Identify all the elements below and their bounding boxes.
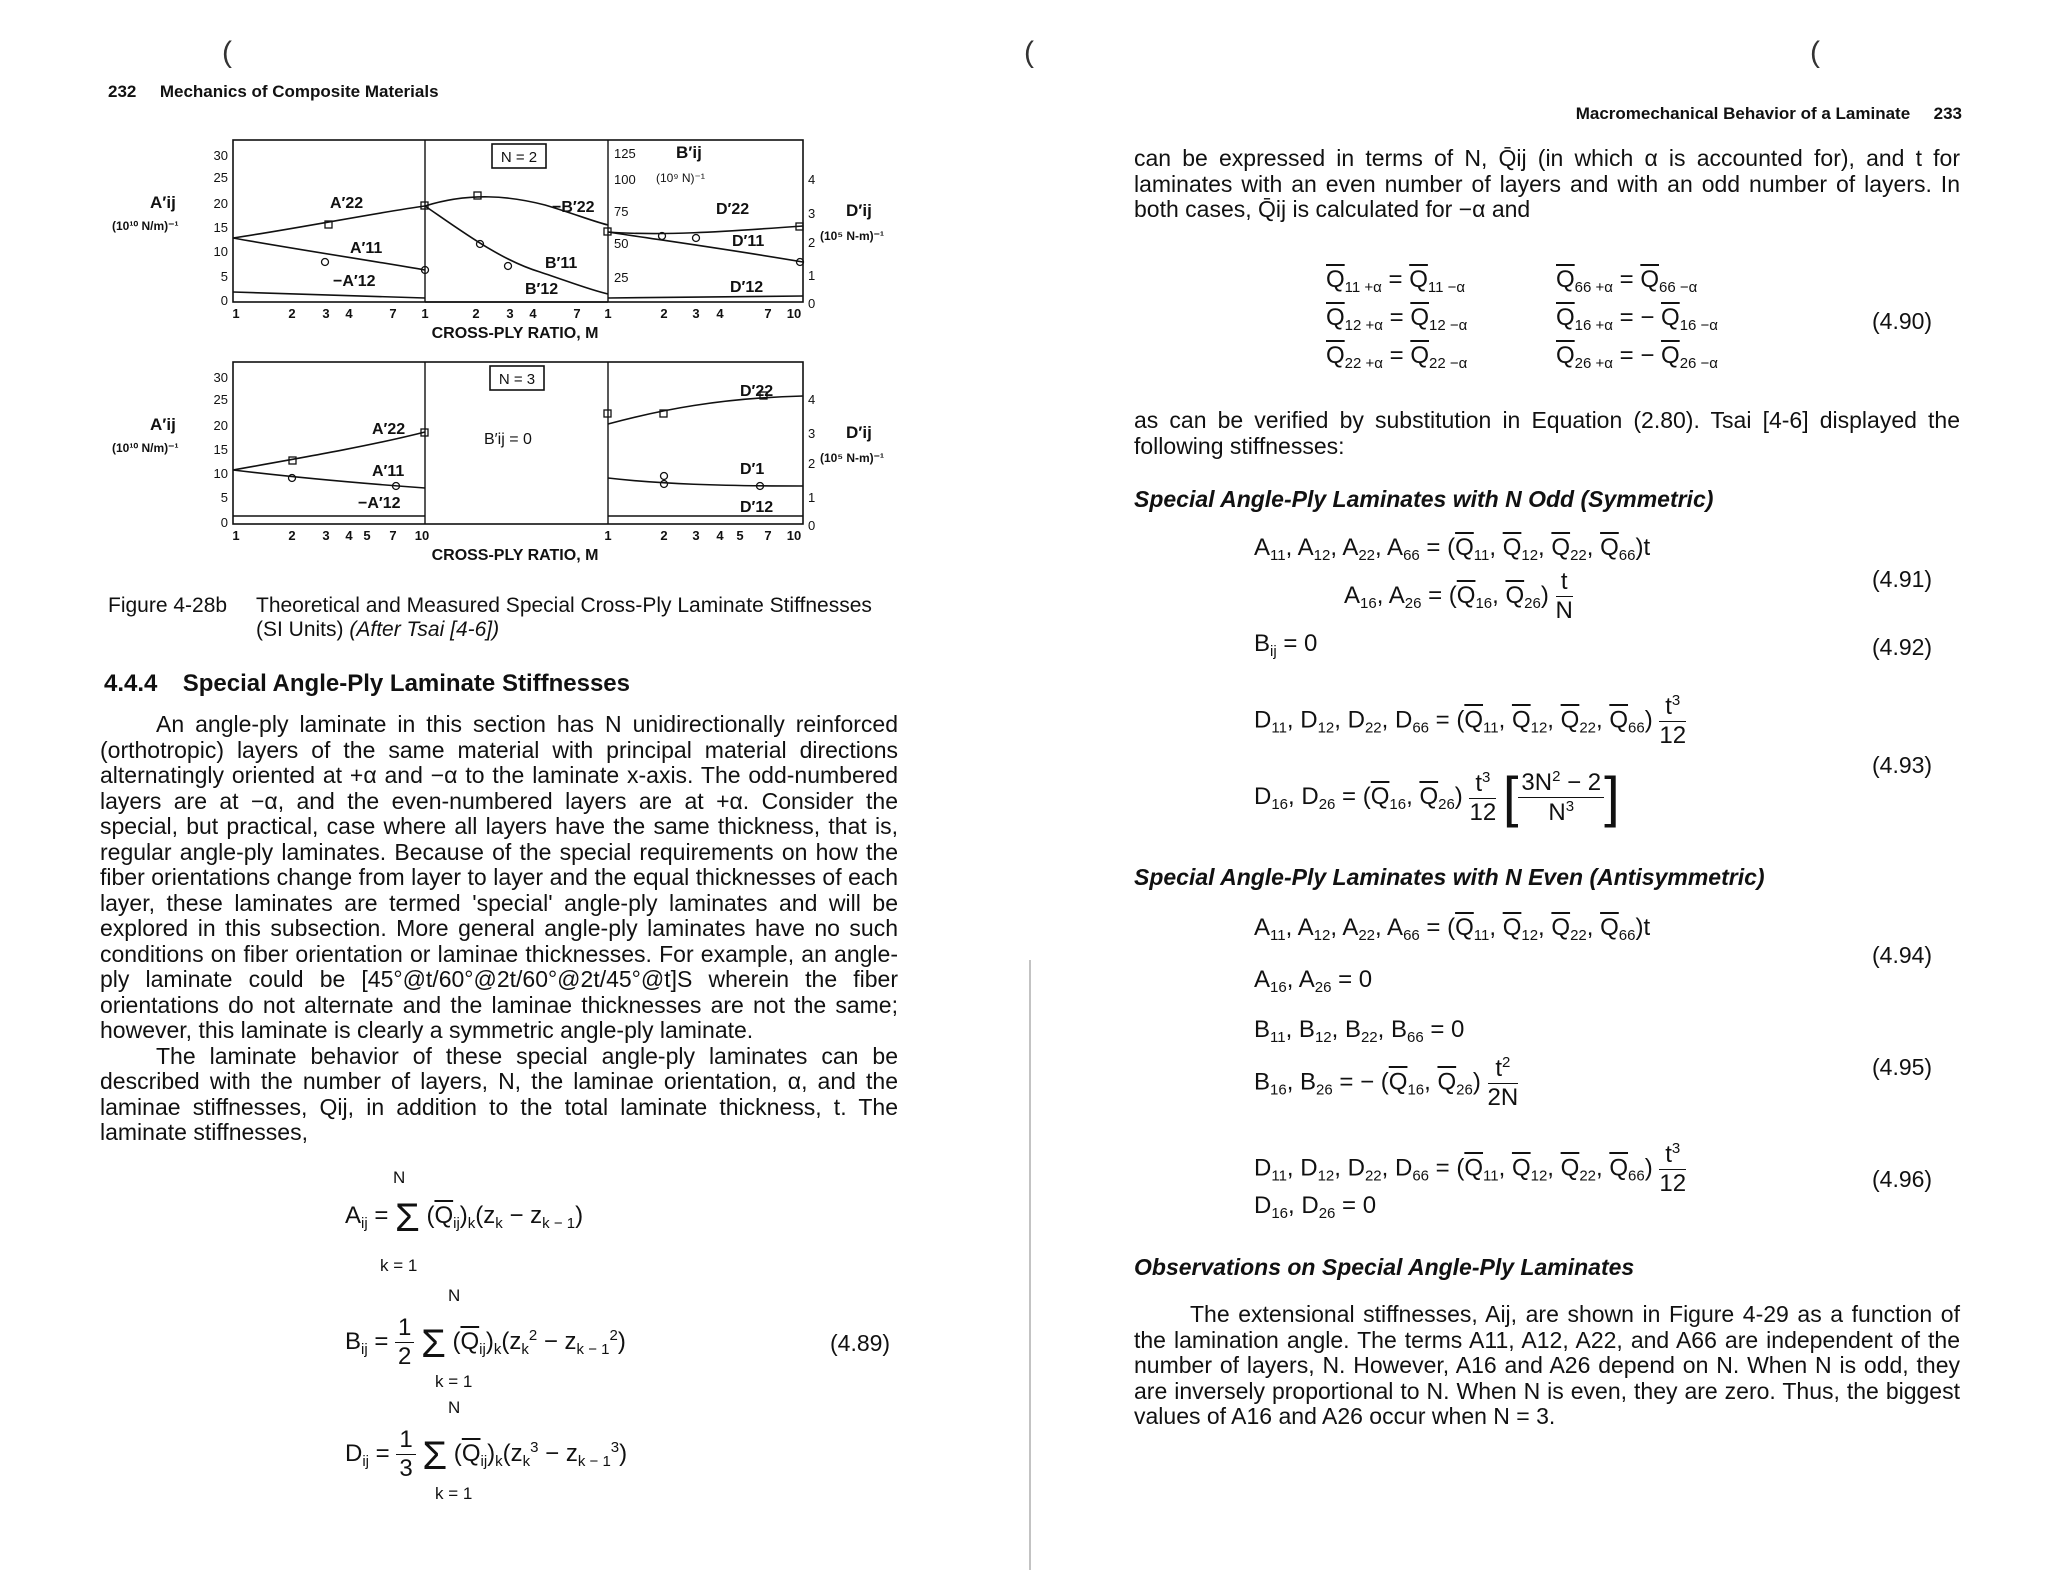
tick: 7 bbox=[389, 528, 397, 543]
label-d11: D′1 bbox=[740, 461, 765, 478]
tick: 1 bbox=[808, 490, 816, 505]
tick: 4 bbox=[808, 392, 816, 407]
tick: 1 bbox=[604, 306, 612, 321]
eq-a-odd: $A_{11}$, $A_{12}$, $A_{22}$, $A_{66} = (\overline{Q}_{11}$, $\overline{Q}_{12}$, $\overline{Q}_{22}$, $\overline{Q}_{66})t$ bbox=[1254, 534, 1651, 564]
curve-d22 bbox=[608, 396, 803, 424]
tick: 25 bbox=[614, 270, 629, 285]
tick: 2 bbox=[288, 306, 296, 321]
tick: 3 bbox=[322, 528, 330, 543]
tick: 4 bbox=[808, 172, 816, 187]
tick: 1 bbox=[232, 528, 240, 543]
sum-lower: k = 1 bbox=[380, 1256, 418, 1275]
section-title: Special Angle-Ply Laminate Stiffnesses bbox=[182, 670, 630, 697]
tick: 10 bbox=[786, 528, 802, 543]
paragraph-1: can be expressed in terms of N, Q̄ij (in which α is accounted for), and t for laminates with an even number of layers and with an odd number of layers. In both cases, Q̄ij is calculated for −α and bbox=[1134, 145, 1960, 222]
tick: 5 bbox=[220, 490, 228, 505]
subheading-observations: Observations on Special Angle-Ply Laminates bbox=[1134, 1254, 1635, 1280]
caption-label: Figure 4-28b bbox=[108, 594, 228, 617]
curve-d22 bbox=[608, 226, 803, 234]
tick: 25 bbox=[213, 170, 228, 185]
n3-label: N = 3 bbox=[498, 371, 536, 388]
tick: 125 bbox=[614, 146, 636, 161]
caption-source: (After Tsai [4-6]) bbox=[349, 618, 500, 641]
tick: 7 bbox=[764, 306, 772, 321]
eq-q66: $\overline{Q}_{66 +\alpha} = \overline{Q}_{66 -\alpha}$ bbox=[1556, 266, 1698, 296]
tick: 4 bbox=[529, 306, 537, 321]
tick: 0 bbox=[220, 515, 228, 530]
tick: 1 bbox=[421, 306, 429, 321]
label-d11: D′11 bbox=[732, 233, 765, 250]
label-a11: A′11 bbox=[350, 240, 383, 257]
eq-bij-zero: $B_{ij} = 0$ bbox=[1254, 630, 1318, 660]
tick: 1 bbox=[808, 268, 816, 283]
tick: 2 bbox=[808, 235, 816, 250]
eq-a-even: $A_{11}$, $A_{12}$, $A_{22}$, $A_{66} = (\overline{Q}_{11}$, $\overline{Q}_{12}$, $\overline{Q}_{22}$, $\overline{Q}_{66})t$ bbox=[1254, 914, 1651, 944]
section-heading bbox=[104, 670, 630, 698]
tick: 4 bbox=[345, 306, 353, 321]
tick: 1 bbox=[604, 528, 612, 543]
paragraph-3 bbox=[1134, 1302, 1960, 1430]
gutter-shadow bbox=[1029, 960, 1031, 1570]
equation-number: (4.89) bbox=[830, 1330, 891, 1356]
eq-q12: $\overline{Q}_{12 +\alpha} = \overline{Q}_{12 -\alpha}$ bbox=[1326, 304, 1468, 334]
tick: 2 bbox=[472, 306, 480, 321]
equation-number: (4.90) bbox=[1872, 308, 1933, 334]
tick: 7 bbox=[573, 306, 581, 321]
subheading-odd: Special Angle-Ply Laminates with N Odd (Symmetric) bbox=[1134, 486, 1714, 512]
curve-a12 bbox=[233, 292, 425, 298]
tick: 10 bbox=[213, 244, 228, 259]
tick: 10 bbox=[414, 528, 430, 543]
running-head: Macromechanical Behavior of a Laminate bbox=[1575, 104, 1911, 123]
scan-mark: ( bbox=[1810, 36, 1820, 69]
curve-a11 bbox=[233, 238, 425, 270]
tick: 50 bbox=[614, 236, 629, 251]
tick: 2 bbox=[288, 528, 296, 543]
eq-a16-odd: $A_{16}$, $A_{26} = (\overline{Q}_{16}$, $\overline{Q}_{26}$) $\frac{t}{N}$ bbox=[1344, 568, 1573, 624]
running-head: Mechanics of Composite Materials bbox=[159, 82, 439, 101]
caption-units: (SI Units) bbox=[256, 618, 344, 641]
tick: 3 bbox=[692, 306, 700, 321]
scan-mark: ( bbox=[222, 36, 232, 69]
y-right-unit: (10⁵ N-m)⁻¹ bbox=[820, 229, 884, 243]
tick: 0 bbox=[808, 296, 816, 311]
tick: 75 bbox=[614, 204, 629, 219]
tick: 10 bbox=[786, 306, 802, 321]
y-left-label: A′ij bbox=[150, 193, 176, 212]
curve-d11 bbox=[608, 232, 803, 262]
tick: 30 bbox=[213, 148, 228, 163]
tick: 2 bbox=[808, 456, 816, 471]
curve-d12 bbox=[608, 296, 803, 298]
n2-label: N = 2 bbox=[500, 149, 538, 166]
eq-q26: $\overline{Q}_{26 +\alpha}$ = − $\overline{Q}_{26 -\alpha}$ bbox=[1556, 342, 1718, 372]
label-a12: −A′12 bbox=[333, 273, 376, 290]
paragraph-1: An angle-ply laminate in this section has N unidirectionally reinforced (orthotropic) layers of the same material with principal material directions alternatingly oriented at +α and −α to the laminate x-axis. The odd-numbered layers are at −α, and the even-numbered layers are at +α. Consider the special, but practical, case where all layers have the same thickness, that is, regular angle-ply laminates. Because of the special requirements on how the fiber orientations change from layer to layer and the equal thicknesses of each layer, these laminates are termed 'special' angle-ply laminates and will be explored in this subsection. More general angle-ply laminates have no such conditions on fiber orientation or laminae thicknesses. For example, an angle-ply laminate could be [45°@t/60°@2t/60°@2t/45°@t]S wherein the fiber orientations do not alternate and the laminae thicknesses are not the same; however, this laminate is clearly a symmetric angle-ply laminate. bbox=[100, 711, 898, 1043]
label-d22: D′22 bbox=[716, 201, 750, 218]
y-left-label: A′ij bbox=[150, 415, 176, 434]
eq-dij: $D_{ij}$ = $\frac{1}{3}$ Σ $(\overline{Q}_{ij})_k(z_k^3 - z_{k - 1}^3)$ bbox=[345, 1426, 628, 1482]
tick: 4 bbox=[345, 528, 353, 543]
tick: 5 bbox=[220, 269, 228, 284]
tick: 3 bbox=[322, 306, 330, 321]
y-right-label: D′ij bbox=[846, 423, 872, 442]
equation-number: (4.92) bbox=[1872, 634, 1933, 660]
curve-d11 bbox=[608, 478, 803, 486]
eq-q16: $\overline{Q}_{16 +\alpha}$ = − $\overline{Q}_{16 -\alpha}$ bbox=[1556, 304, 1718, 334]
tick: 3 bbox=[808, 206, 816, 221]
page-header-right bbox=[1576, 104, 1962, 124]
eq-aij: $A_{ij} = \Sigma$ $(\overline{Q}_{ij})_k(z_k - z_{k - 1})$ bbox=[345, 1196, 584, 1240]
tick: 1 bbox=[232, 306, 240, 321]
sum-lower: k = 1 bbox=[435, 1484, 473, 1503]
eq-q11: $\overline{Q}_{11 +\alpha} = \overline{Q}_{11 -\alpha}$ bbox=[1326, 266, 1466, 296]
tick: 10 bbox=[213, 466, 228, 481]
tick: 7 bbox=[764, 528, 772, 543]
y-right-label: D′ij bbox=[846, 201, 872, 220]
page-number: 232 bbox=[108, 82, 137, 101]
label-d22: D′22 bbox=[740, 383, 774, 400]
label-a22: A′22 bbox=[330, 195, 364, 212]
tick: 20 bbox=[213, 196, 228, 211]
eq-b-even: $B_{11}$, $B_{12}$, $B_{22}$, $B_{66} = 0$ bbox=[1254, 1016, 1465, 1046]
y-mid-label: B′ij bbox=[676, 143, 702, 162]
top-panel bbox=[112, 140, 884, 342]
eq-bij: $B_{ij}$ = $\frac{1}{2}$ Σ $(\overline{Q}_{ij})_k(z_k^2 - z_{k - 1}^2)$ bbox=[345, 1314, 626, 1370]
sum-upper: N bbox=[448, 1286, 461, 1305]
curve-b11 bbox=[425, 206, 608, 294]
tick: 15 bbox=[213, 220, 228, 235]
label-b12: B′12 bbox=[525, 281, 559, 298]
tick: 3 bbox=[808, 426, 816, 441]
tick: 5 bbox=[363, 528, 371, 543]
subheading-even: Special Angle-Ply Laminates with N Even (Antisymmetric) bbox=[1134, 864, 1765, 890]
eq-d16-odd: $D_{16}$, $D_{26} = (\overline{Q}_{16}$, $\overline{Q}_{26}$) $\frac{t^3}{12}$ [ $\frac{3N^2 - 2}{N^3}$ ] bbox=[1254, 765, 1620, 828]
tick: 30 bbox=[213, 370, 228, 385]
eq-d-even: $D_{11}$, $D_{12}$, $D_{22}$, $D_{66} = (\overline{Q}_{11}$, $\overline{Q}_{12}$, $\overline{Q}_{22}$, $\overline{Q}_{66}$) $\frac{t^3}{12}$ bbox=[1254, 1140, 1687, 1197]
y-mid-unit: (10⁹ N)⁻¹ bbox=[656, 171, 705, 185]
tick: 3 bbox=[692, 528, 700, 543]
tick: 20 bbox=[213, 418, 228, 433]
figure-4-28b bbox=[0, 0, 1024, 600]
tick: 0 bbox=[808, 518, 816, 533]
tick: 2 bbox=[660, 528, 668, 543]
label-a12: −A′12 bbox=[358, 495, 401, 512]
tick: 7 bbox=[389, 306, 397, 321]
label-d12: D′12 bbox=[730, 279, 764, 296]
tick: 0 bbox=[220, 293, 228, 308]
bottom-panel bbox=[112, 362, 884, 564]
y-right-unit: (10⁵ N-m)⁻¹ bbox=[820, 451, 884, 465]
equation-number: (4.93) bbox=[1872, 752, 1933, 778]
tick: 15 bbox=[213, 442, 228, 457]
eq-d-odd: $D_{11}$, $D_{12}$, $D_{22}$, $D_{66} = (\overline{Q}_{11}$, $\overline{Q}_{12}$, $\overline{Q}_{22}$, $\overline{Q}_{66}$) $\frac{t^3}{12}$ bbox=[1254, 692, 1687, 749]
eq-a16-even: $A_{16}$, $A_{26} = 0$ bbox=[1254, 966, 1373, 996]
tick: 4 bbox=[716, 528, 724, 543]
scan-mark: ( bbox=[1024, 36, 1034, 69]
label-b22: −B′22 bbox=[552, 199, 595, 216]
y-left-unit: (10¹⁰ N/m)⁻¹ bbox=[112, 441, 179, 455]
caption-text: Theoretical and Measured Special Cross-Ply Laminate Stiffnesses bbox=[256, 594, 872, 617]
tick: 25 bbox=[213, 392, 228, 407]
y-left-unit: (10¹⁰ N/m)⁻¹ bbox=[112, 219, 179, 233]
eq-q22: $\overline{Q}_{22 +\alpha} = \overline{Q}_{22 -\alpha}$ bbox=[1326, 342, 1468, 372]
paragraph-3-text: The extensional stiffnesses, Aij, are shown in Figure 4-29 as a function of the lamination angle. The terms A11, A12, A22, and A66 are independent of the number of layers, N. However, A16 and A26 depend on N. When N is odd, they are inversely proportional to N. When N is even, they are zero. Thus, the biggest values of A16 and A26 occur when N = 3. bbox=[1134, 1301, 1960, 1429]
tick: 3 bbox=[506, 306, 514, 321]
right-page bbox=[1024, 0, 2048, 1582]
sum-upper: N bbox=[393, 1168, 406, 1187]
figure-caption bbox=[108, 594, 908, 641]
tick: 2 bbox=[660, 306, 668, 321]
equation-number: (4.91) bbox=[1872, 566, 1933, 592]
sum-lower: k = 1 bbox=[435, 1372, 473, 1391]
curve-a22 bbox=[233, 206, 425, 238]
paragraph-2: as can be verified by substitution in Equation (2.80). Tsai [4-6] displayed the following stiffnesses: bbox=[1134, 407, 1960, 459]
label-a22: A′22 bbox=[372, 421, 406, 438]
equation-number: (4.95) bbox=[1872, 1054, 1933, 1080]
body-text-left bbox=[100, 712, 898, 1146]
x-axis-label: CROSS-PLY RATIO, M bbox=[431, 547, 599, 564]
eq-d16-even: $D_{16}$, $D_{26} = 0$ bbox=[1254, 1192, 1377, 1222]
paragraph-2: The laminate behavior of these special angle-ply laminates can be described with the number of layers, N, the laminae orientation, α, and the laminae stiffnesses, Qij, in addition to the total laminate thickness, t. The laminate stiffnesses, bbox=[100, 1042, 898, 1145]
label-d12: D′12 bbox=[740, 499, 774, 516]
label-b11: B′11 bbox=[545, 255, 578, 272]
tick: 100 bbox=[614, 172, 636, 187]
eq-b16-even: $B_{16}$, $B_{26}$ = − ($\overline{Q}_{16}$, $\overline{Q}_{26}$) $\frac{t^2}{2N}$ bbox=[1254, 1054, 1519, 1111]
tick: 5 bbox=[736, 528, 744, 543]
page-number: 233 bbox=[1933, 104, 1962, 123]
tick: 4 bbox=[716, 306, 724, 321]
sum-upper: N bbox=[448, 1398, 461, 1417]
bij-zero-label: B′ij = 0 bbox=[484, 431, 532, 448]
x-axis-label: CROSS-PLY RATIO, M bbox=[431, 325, 599, 342]
section-number: 4.4.4 bbox=[104, 670, 158, 697]
caption-line2 bbox=[256, 618, 499, 642]
equation-number: (4.96) bbox=[1872, 1166, 1933, 1192]
equation-number: (4.94) bbox=[1872, 942, 1933, 968]
label-a11: A′11 bbox=[372, 463, 405, 480]
